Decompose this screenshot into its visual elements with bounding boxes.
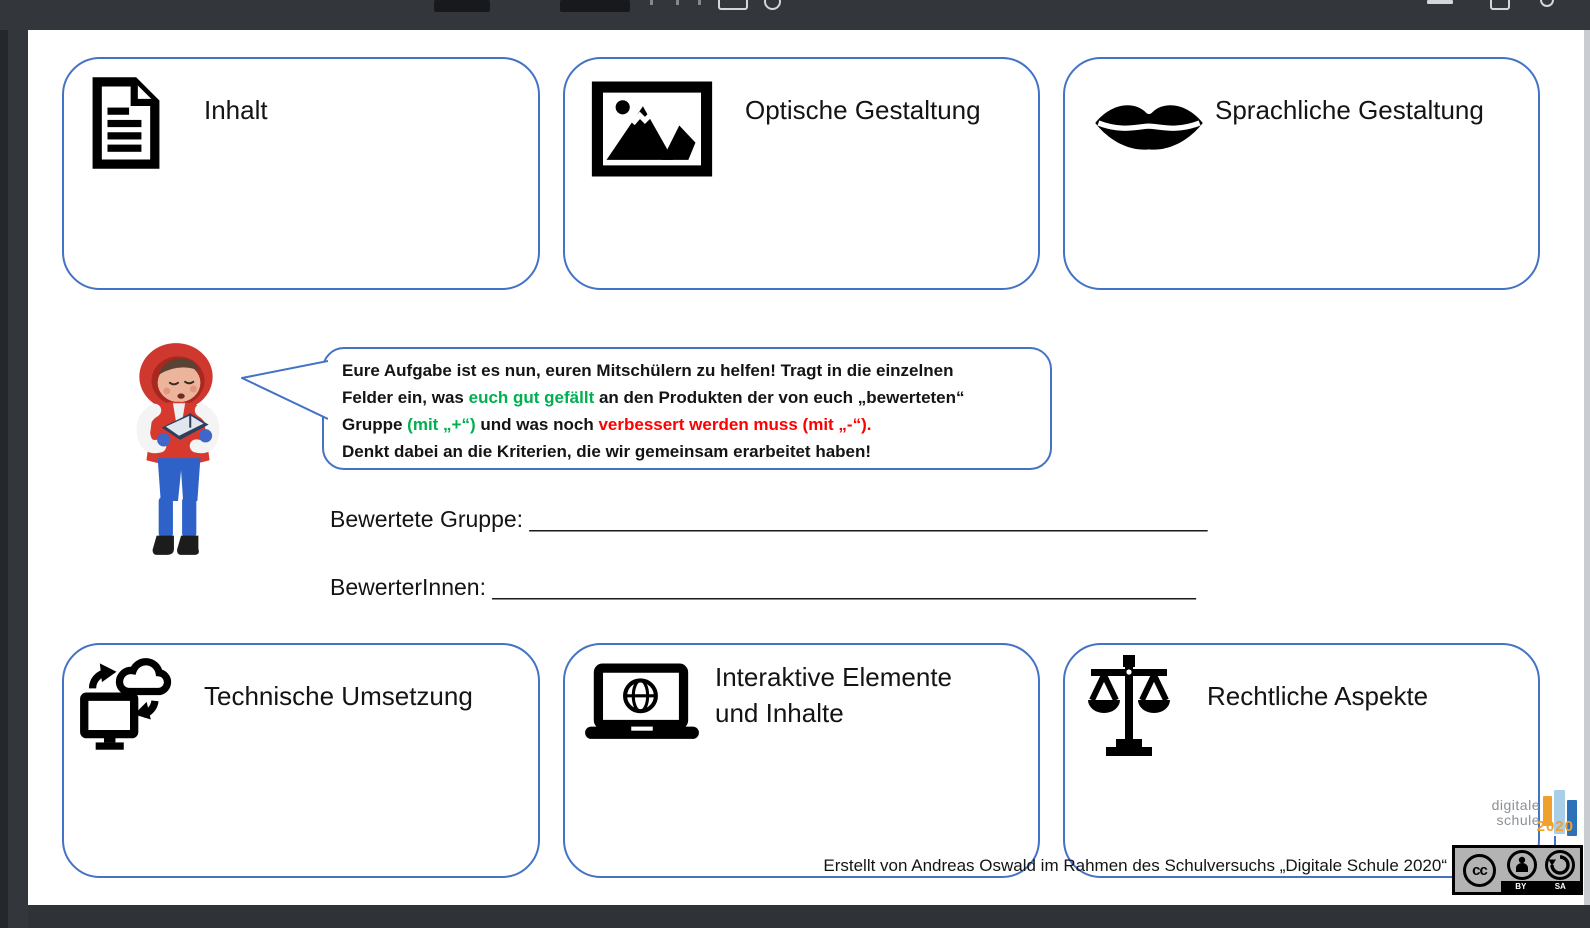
cc-label-bar <box>1501 881 1580 892</box>
bubble-line-3 <box>342 411 1050 438</box>
scales-icon <box>1079 653 1201 753</box>
page-right-shadow <box>1584 30 1590 905</box>
field-bewerterinnen <box>330 574 1196 601</box>
field-label: BewerterInnen: <box>330 574 486 600</box>
bubble-text-green: (mit „+“) <box>407 415 476 434</box>
field-bewertete-gruppe <box>330 506 1207 533</box>
box-label: Rechtliche Aspekte <box>1207 681 1429 711</box>
left-panel-edge <box>0 30 8 928</box>
logo-text-line2: schule <box>1496 812 1540 828</box>
viewer-bottom-bar <box>28 905 1590 928</box>
bubble-text: an den Produkten der von euch „bewerteten“ <box>594 388 965 407</box>
bubble-line-2 <box>342 384 1050 411</box>
cc-by-label: BY <box>1515 882 1527 891</box>
bubble-text: und was noch <box>475 415 599 434</box>
toolbar-partial-icon-8[interactable] <box>1540 0 1554 7</box>
box-label: Technische Umsetzung <box>204 681 473 711</box>
toolbar-input-field-2[interactable] <box>560 0 630 12</box>
cloud-sync-icon <box>78 655 200 755</box>
criteria-box-inhalt <box>62 57 540 290</box>
credit-line: Erstellt von Andreas Oswald im Rahmen des Schulversuchs „Digitale Schule 2020“ <box>823 856 1447 875</box>
toolbar-partial-icon-1[interactable] <box>650 0 653 5</box>
field-blank-line[interactable]: _______________________________________________________ <box>492 574 1196 600</box>
bubble-line-4 <box>342 438 1050 465</box>
box-label: Sprachliche Gestaltung <box>1215 95 1484 125</box>
cc-icon <box>1463 854 1496 887</box>
document-icon <box>90 75 212 175</box>
bubble-text: Denkt dabei an die Kriterien, die wir gemeinsam erarbeitet haben! <box>342 442 872 461</box>
field-label: Bewertete Gruppe: <box>330 506 524 532</box>
toolbar-partial-icon-3[interactable] <box>698 0 701 5</box>
criteria-box-optische-gestaltung <box>563 57 1040 290</box>
cc-by-sa-license-badge[interactable] <box>1452 845 1583 895</box>
bubble-line-1 <box>342 357 1050 384</box>
box-label <box>715 659 952 731</box>
toolbar-partial-icon-4[interactable] <box>718 0 748 10</box>
speech-bubble-tail <box>238 355 328 425</box>
box-label-line2: und Inhalte <box>715 698 844 728</box>
viewer-left-panel <box>0 30 28 928</box>
cc-by-person-icon <box>1507 850 1537 880</box>
toolbar-partial-icon-5[interactable] <box>764 0 781 10</box>
image-icon <box>591 81 713 181</box>
criteria-box-sprachliche-gestaltung <box>1063 57 1540 290</box>
cc-sa-label: SA <box>1554 882 1566 891</box>
bubble-text-red: verbessert werden muss (mit „-“). <box>598 415 872 434</box>
logo-text <box>1492 798 1540 828</box>
bubble-text: Felder ein, was <box>342 388 469 407</box>
toolbar-partial-icon-2[interactable] <box>676 0 679 5</box>
cc-letters: cc <box>1472 862 1487 879</box>
speech-bubble <box>322 347 1052 470</box>
bubble-text: Gruppe <box>342 415 408 434</box>
logo-year: 2020 <box>1536 818 1574 835</box>
toolbar-input-field[interactable] <box>434 0 490 12</box>
cc-sa-sharealike-icon <box>1545 850 1575 880</box>
lips-icon <box>1091 91 1213 191</box>
bubble-text-green: euch gut gefällt <box>468 388 595 407</box>
viewer-toolbar <box>0 0 1590 30</box>
box-label: Inhalt <box>204 95 268 125</box>
laptop-globe-icon <box>583 663 705 763</box>
student-character-illustration <box>110 336 244 565</box>
criteria-box-interaktive-elemente <box>563 643 1040 878</box>
bubble-text: Eure Aufgabe ist es nun, euren Mitschülern zu helfen! Tragt in die einzelnen <box>342 361 954 380</box>
logo-text-line1: digitale <box>1491 797 1540 813</box>
field-blank-line[interactable]: _____________________________________________________ <box>529 506 1208 532</box>
digitale-schule-2020-logo <box>1462 790 1582 850</box>
box-label: Optische Gestaltung <box>745 95 981 125</box>
toolbar-partial-icon-6[interactable] <box>1427 0 1453 4</box>
box-label-line1: Interaktive Elemente <box>715 662 953 692</box>
toolbar-partial-icon-7[interactable] <box>1490 0 1510 10</box>
criteria-box-technische-umsetzung <box>62 643 540 878</box>
